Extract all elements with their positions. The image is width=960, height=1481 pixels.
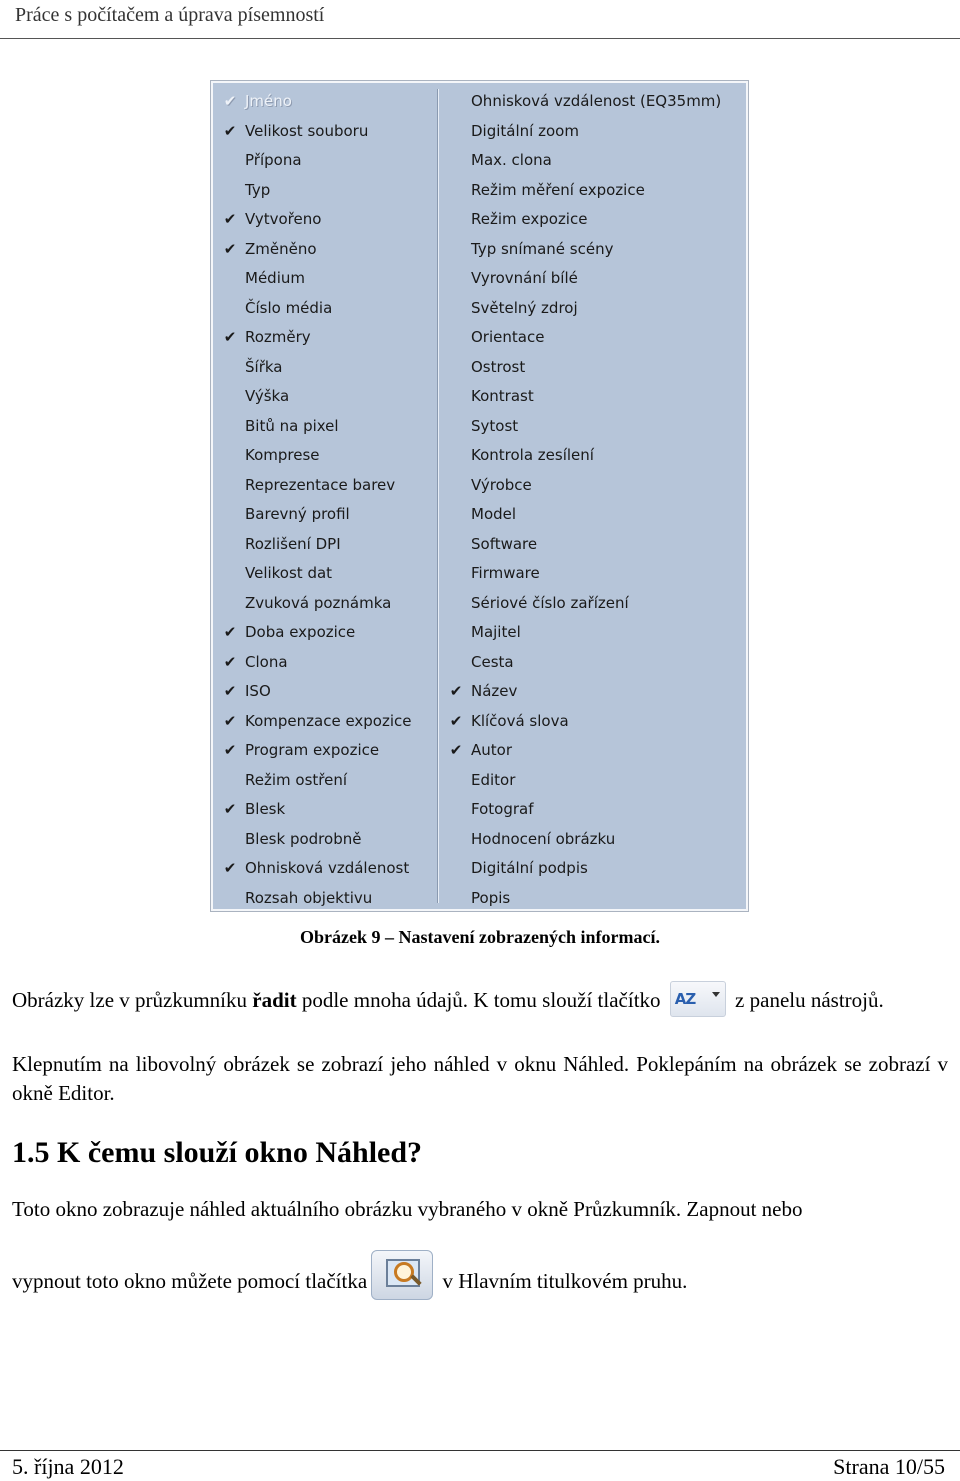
menu-item[interactable] xyxy=(213,441,437,471)
menu-item[interactable] xyxy=(213,825,437,855)
menu-item[interactable] xyxy=(213,677,437,707)
p1-text-b: podle mnoha údajů. K tomu slouží tlačítko xyxy=(296,988,661,1012)
menu-item[interactable] xyxy=(213,264,437,294)
menu-item[interactable] xyxy=(439,471,744,501)
menu-item[interactable] xyxy=(213,530,437,560)
menu-item[interactable] xyxy=(439,589,744,619)
menu-item-label: Autor xyxy=(471,741,512,759)
p1-text-c: z panelu nástrojů. xyxy=(729,988,884,1012)
checkmark-icon xyxy=(222,146,238,176)
menu-item-label: Rozlišení DPI xyxy=(245,534,341,553)
checkmark-icon xyxy=(448,589,464,619)
menu-item-label: Režim ostření xyxy=(245,770,348,789)
menu-item[interactable] xyxy=(213,471,437,501)
checkmark-icon xyxy=(222,176,238,206)
menu-item-label: Ohnisková vzdálenost (EQ35mm) xyxy=(471,92,722,110)
menu-item-label: Fotograf xyxy=(471,800,534,818)
menu-item-label: Kontrola zesílení xyxy=(471,446,594,464)
menu-item-label: Reprezentace barev xyxy=(245,475,396,494)
menu-item[interactable] xyxy=(213,205,437,235)
menu-item-label: Hodnocení obrázku xyxy=(471,829,616,848)
menu-item-label: Přípona xyxy=(245,151,302,169)
menu-item[interactable] xyxy=(439,884,744,914)
checkmark-icon xyxy=(448,412,464,442)
menu-item[interactable] xyxy=(439,559,744,589)
menu-item-label: Ostrost xyxy=(471,357,526,376)
p3-text-c: v Hlavním titulkovém pruhu. xyxy=(437,1269,688,1293)
checkmark-icon: ✔ xyxy=(223,859,237,877)
checkmark-icon xyxy=(222,884,238,914)
menu-item-label: Editor xyxy=(471,770,516,789)
menu-item[interactable] xyxy=(439,205,744,235)
checkmark-icon xyxy=(222,353,238,383)
menu-item[interactable] xyxy=(439,264,744,294)
menu-item-label: Režim měření expozice xyxy=(471,180,645,199)
checkmark-icon xyxy=(448,884,464,914)
menu-item-label: Cesta xyxy=(471,652,514,671)
preview-toggle-icon xyxy=(371,1250,433,1300)
menu-item-label: Max. clona xyxy=(471,151,552,169)
menu-item[interactable] xyxy=(213,353,437,383)
menu-item[interactable] xyxy=(213,736,437,766)
menu-item-label: Velikost souboru xyxy=(245,121,369,140)
menu-item[interactable] xyxy=(439,441,744,471)
menu-item-label: Zvuková poznámka xyxy=(245,593,392,612)
menu-item-label: Bitů na pixel xyxy=(245,416,339,435)
menu-item[interactable] xyxy=(213,323,437,353)
menu-item[interactable] xyxy=(439,736,744,766)
checkmark-icon xyxy=(448,176,464,206)
checkmark-icon xyxy=(448,441,464,471)
checkmark-icon: ✔ xyxy=(223,741,237,759)
menu-item[interactable] xyxy=(439,412,744,442)
checkmark-icon xyxy=(448,382,464,412)
menu-item-label: Barevný profil xyxy=(245,505,350,523)
menu-item-label: Typ snímané scény xyxy=(471,239,614,258)
menu-item[interactable] xyxy=(213,117,437,147)
checkmark-icon: ✔ xyxy=(449,711,463,730)
menu-item-label: Výška xyxy=(245,387,290,405)
menu-item-label: Režim expozice xyxy=(471,210,588,228)
checkmark-icon xyxy=(448,471,464,501)
checkmark-icon xyxy=(448,235,464,265)
menu-item[interactable] xyxy=(439,353,744,383)
menu-item[interactable] xyxy=(213,146,437,176)
dropdown-arrow-icon xyxy=(712,992,720,997)
menu-item[interactable] xyxy=(439,146,744,176)
sort-button-icon xyxy=(670,981,726,1017)
menu-item[interactable] xyxy=(213,235,437,265)
menu-item[interactable] xyxy=(439,500,744,530)
menu-item-label: Doba expozice xyxy=(245,623,356,641)
checkmark-icon xyxy=(448,323,464,353)
menu-item-label: Software xyxy=(471,534,538,553)
sort-az-glyph: AZ xyxy=(674,990,696,1008)
checkmark-icon xyxy=(222,294,238,324)
checkmark-icon xyxy=(448,264,464,294)
menu-item[interactable] xyxy=(213,618,437,648)
checkmark-icon: ✔ xyxy=(223,711,237,730)
checkmark-icon xyxy=(448,795,464,825)
menu-item[interactable] xyxy=(213,176,437,206)
checkmark-icon xyxy=(448,353,464,383)
checkmark-icon xyxy=(222,825,238,855)
checkmark-icon: ✔ xyxy=(223,92,237,110)
menu-item[interactable] xyxy=(439,530,744,560)
menu-item[interactable] xyxy=(213,854,437,884)
checkmark-icon xyxy=(222,559,238,589)
menu-item[interactable] xyxy=(213,294,437,324)
checkmark-icon: ✔ xyxy=(223,210,237,228)
menu-item-label: Orientace xyxy=(471,328,545,346)
checkmark-icon: ✔ xyxy=(449,741,463,759)
menu-item-label: Velikost dat xyxy=(245,564,333,582)
checkmark-icon xyxy=(222,500,238,530)
menu-item[interactable] xyxy=(439,176,744,206)
menu-item-label: Typ xyxy=(245,180,271,199)
menu-item[interactable] xyxy=(439,618,744,648)
menu-item-label: Clona xyxy=(245,652,288,671)
menu-item-label: Kontrast xyxy=(471,387,534,405)
checkmark-icon: ✔ xyxy=(223,328,237,346)
checkmark-icon: ✔ xyxy=(223,652,237,671)
menu-item[interactable] xyxy=(213,766,437,796)
checkmark-icon xyxy=(448,618,464,648)
menu-item-label: Rozměry xyxy=(245,328,311,346)
menu-item-label: Sytost xyxy=(471,416,519,435)
running-header: Práce s počítačem a úprava písemností xyxy=(15,4,325,26)
menu-item-label: Ohnisková vzdálenost xyxy=(245,859,410,877)
header-rule xyxy=(0,38,960,39)
menu-item[interactable] xyxy=(439,87,744,117)
checkmark-icon xyxy=(222,589,238,619)
checkmark-icon xyxy=(222,530,238,560)
menu-column-right xyxy=(439,87,744,913)
menu-item[interactable] xyxy=(213,412,437,442)
menu-item[interactable] xyxy=(439,235,744,265)
p3-text-b: vypnout toto okno můžete pomocí tlačítka xyxy=(12,1269,368,1293)
checkmark-icon xyxy=(222,412,238,442)
menu-item[interactable] xyxy=(213,589,437,619)
checkmark-icon xyxy=(222,471,238,501)
menu-item-label: Model xyxy=(471,505,517,523)
checkmark-icon xyxy=(448,825,464,855)
menu-item[interactable] xyxy=(213,382,437,412)
checkmark-icon xyxy=(448,648,464,678)
menu-item-label: Popis xyxy=(471,888,511,907)
menu-item-label: Blesk xyxy=(245,800,286,818)
menu-item[interactable] xyxy=(439,795,744,825)
figure-caption: Obrázek 9 – Nastavení zobrazených informací. xyxy=(300,927,660,947)
menu-item[interactable] xyxy=(213,559,437,589)
checkmark-icon xyxy=(222,441,238,471)
checkmark-icon xyxy=(222,766,238,796)
menu-item[interactable] xyxy=(439,648,744,678)
menu-item[interactable] xyxy=(213,648,437,678)
checkmark-icon: ✔ xyxy=(449,682,463,700)
paragraph-sorting xyxy=(12,981,948,1017)
p3-text-a: Toto okno zobrazuje náhled aktuálního obrázku vybraného v okně Průzkumník. Zapnout nebo xyxy=(12,1197,803,1221)
menu-item-label: Kompenzace expozice xyxy=(245,711,412,730)
menu-item[interactable] xyxy=(439,825,744,855)
checkmark-icon: ✔ xyxy=(223,121,237,140)
menu-item-label: Číslo média xyxy=(245,298,333,317)
checkmark-icon xyxy=(448,294,464,324)
menu-item-label: Šířka xyxy=(245,357,283,376)
paragraph-preview-editor: Klepnutím na libovolný obrázek se zobrazí jeho náhled v oknu Náhled. Poklepáním na obrázek se zobrazí v okně Editor. xyxy=(12,1052,948,1105)
p1-text-a: Obrázky lze v průzkumníku xyxy=(12,988,253,1012)
menu-item-label: Firmware xyxy=(471,564,540,582)
p1-bold: řadit xyxy=(252,988,297,1012)
menu-item-label: Název xyxy=(471,682,518,700)
menu-item-label: Komprese xyxy=(245,446,320,464)
footer-page-number: Strana 10/55 xyxy=(833,1454,945,1479)
checkmark-icon xyxy=(448,117,464,147)
menu-item[interactable] xyxy=(439,323,744,353)
menu-item-label: Sériové číslo zařízení xyxy=(471,593,629,612)
checkmark-icon xyxy=(448,146,464,176)
menu-item[interactable] xyxy=(439,677,744,707)
menu-item-label: ISO xyxy=(245,682,271,700)
paragraph-preview-window xyxy=(12,1195,948,1300)
menu-item-label: Blesk podrobně xyxy=(245,829,362,848)
menu-item[interactable] xyxy=(213,500,437,530)
footer-rule xyxy=(0,1450,960,1451)
menu-item[interactable] xyxy=(439,117,744,147)
menu-item-label: Rozsah objektivu xyxy=(245,888,373,907)
footer-date: 5. října 2012 xyxy=(12,1454,124,1479)
checkmark-icon xyxy=(222,264,238,294)
menu-column-left xyxy=(213,87,437,913)
menu-item-label: Vytvořeno xyxy=(245,210,322,228)
menu-item-label: Klíčová slova xyxy=(471,711,569,730)
menu-item[interactable] xyxy=(439,382,744,412)
checkmark-icon xyxy=(448,854,464,884)
menu-item[interactable] xyxy=(439,707,744,737)
menu-item-label: Program expozice xyxy=(245,741,380,759)
menu-item-label: Vyrovnání bílé xyxy=(471,269,578,287)
checkmark-icon: ✔ xyxy=(223,800,237,818)
menu-item-label: Médium xyxy=(245,269,305,287)
menu-item[interactable] xyxy=(213,707,437,737)
menu-item[interactable] xyxy=(439,854,744,884)
menu-item-label: Majitel xyxy=(471,623,521,641)
menu-item-label: Digitální zoom xyxy=(471,121,579,140)
checkmark-icon xyxy=(222,382,238,412)
menu-item[interactable] xyxy=(439,766,744,796)
menu-item-label: Jméno xyxy=(245,92,292,110)
checkmark-icon: ✔ xyxy=(223,623,237,641)
menu-item[interactable] xyxy=(213,884,437,914)
checkmark-icon xyxy=(448,530,464,560)
column-settings-menu xyxy=(211,81,748,911)
menu-item[interactable] xyxy=(213,87,437,117)
checkmark-icon xyxy=(448,559,464,589)
checkmark-icon xyxy=(448,87,464,117)
menu-item-label: Světelný zdroj xyxy=(471,298,578,317)
checkmark-icon: ✔ xyxy=(223,682,237,700)
checkmark-icon xyxy=(448,766,464,796)
menu-item-label: Změněno xyxy=(245,239,317,258)
menu-item[interactable] xyxy=(213,795,437,825)
menu-item[interactable] xyxy=(439,294,744,324)
checkmark-icon xyxy=(448,205,464,235)
section-heading: 1.5 K čemu slouží okno Náhled? xyxy=(12,1136,423,1169)
menu-item-label: Výrobce xyxy=(471,475,532,494)
checkmark-icon xyxy=(448,500,464,530)
checkmark-icon: ✔ xyxy=(223,239,237,258)
menu-item-label: Digitální podpis xyxy=(471,859,588,877)
